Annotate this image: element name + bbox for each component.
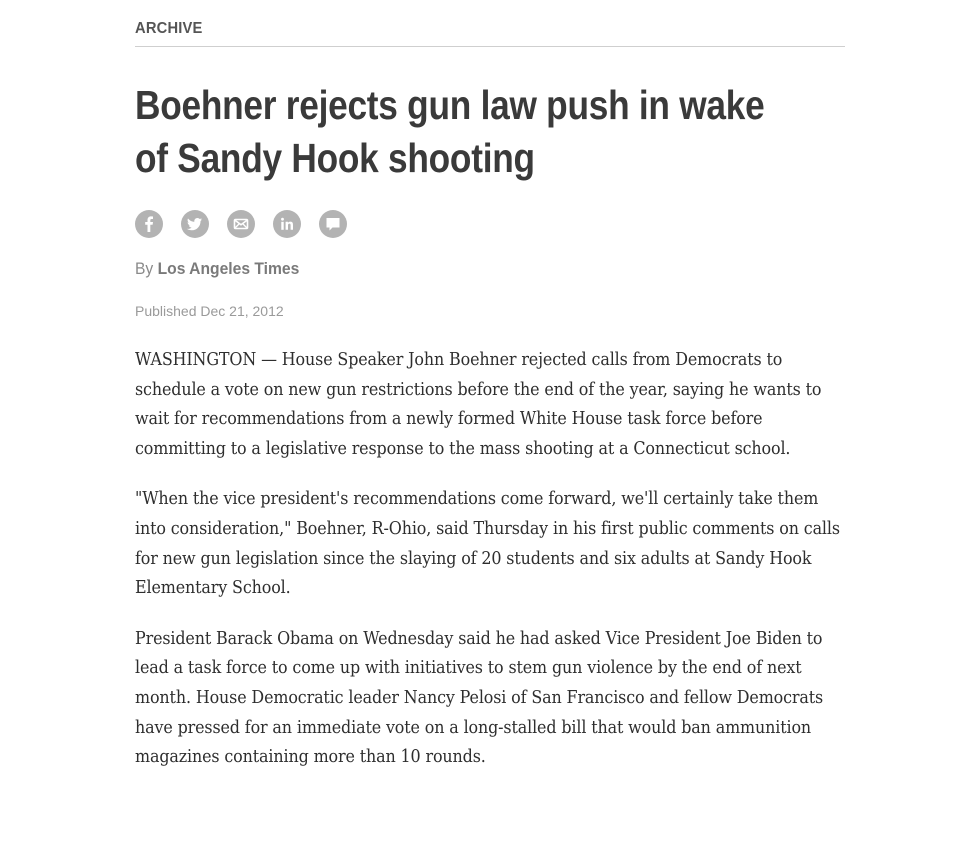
paragraph: President Barack Obama on Wednesday said he had asked Vice President Joe Biden to lead a task force to come up with initiatives to stem gun violence by the end of next month. House Democratic leader Nancy Pelosi of San Francisco and fellow Democrats have pressed for an immediate vote on a long-stalled bill that would ban ammunition magazines containing more than 10 rounds. — [135, 627, 824, 768]
facebook-icon[interactable] — [135, 210, 163, 238]
section-label-archive[interactable]: ARCHIVE — [135, 20, 203, 37]
published-date: Published Dec 21, 2012 — [135, 303, 284, 319]
author-link[interactable]: Los Angeles Times — [157, 259, 300, 278]
comment-icon[interactable] — [319, 210, 347, 238]
linkedin-icon[interactable] — [273, 210, 301, 238]
byline-prefix: By — [135, 259, 154, 278]
section-header — [135, 20, 845, 47]
share-bar — [135, 210, 845, 238]
paragraph: "When the vice president's recommendations come forward, we'll certainly take them into consideration," Boehner, R-Ohio, said Thursday in his first public comments on calls for new gun legislation since the slaying of 20 students and six adults at Sandy Hook Elementary School. — [135, 488, 840, 599]
headline: Boehner rejects gun law push in wake of Sandy Hook shooting — [135, 82, 765, 181]
paragraph: WASHINGTON — House Speaker John Boehner rejected calls from Democrats to schedule a vote on new gun restrictions before the end of the year, saying he wants to wait for recommendations from a newly formed White House task force before committing to a legislative response to the mass shooting at a Connecticut school. — [135, 349, 822, 459]
article-body — [135, 345, 845, 772]
twitter-icon[interactable] — [181, 210, 209, 238]
article — [135, 0, 845, 793]
byline — [135, 259, 788, 279]
email-icon[interactable] — [227, 210, 255, 238]
